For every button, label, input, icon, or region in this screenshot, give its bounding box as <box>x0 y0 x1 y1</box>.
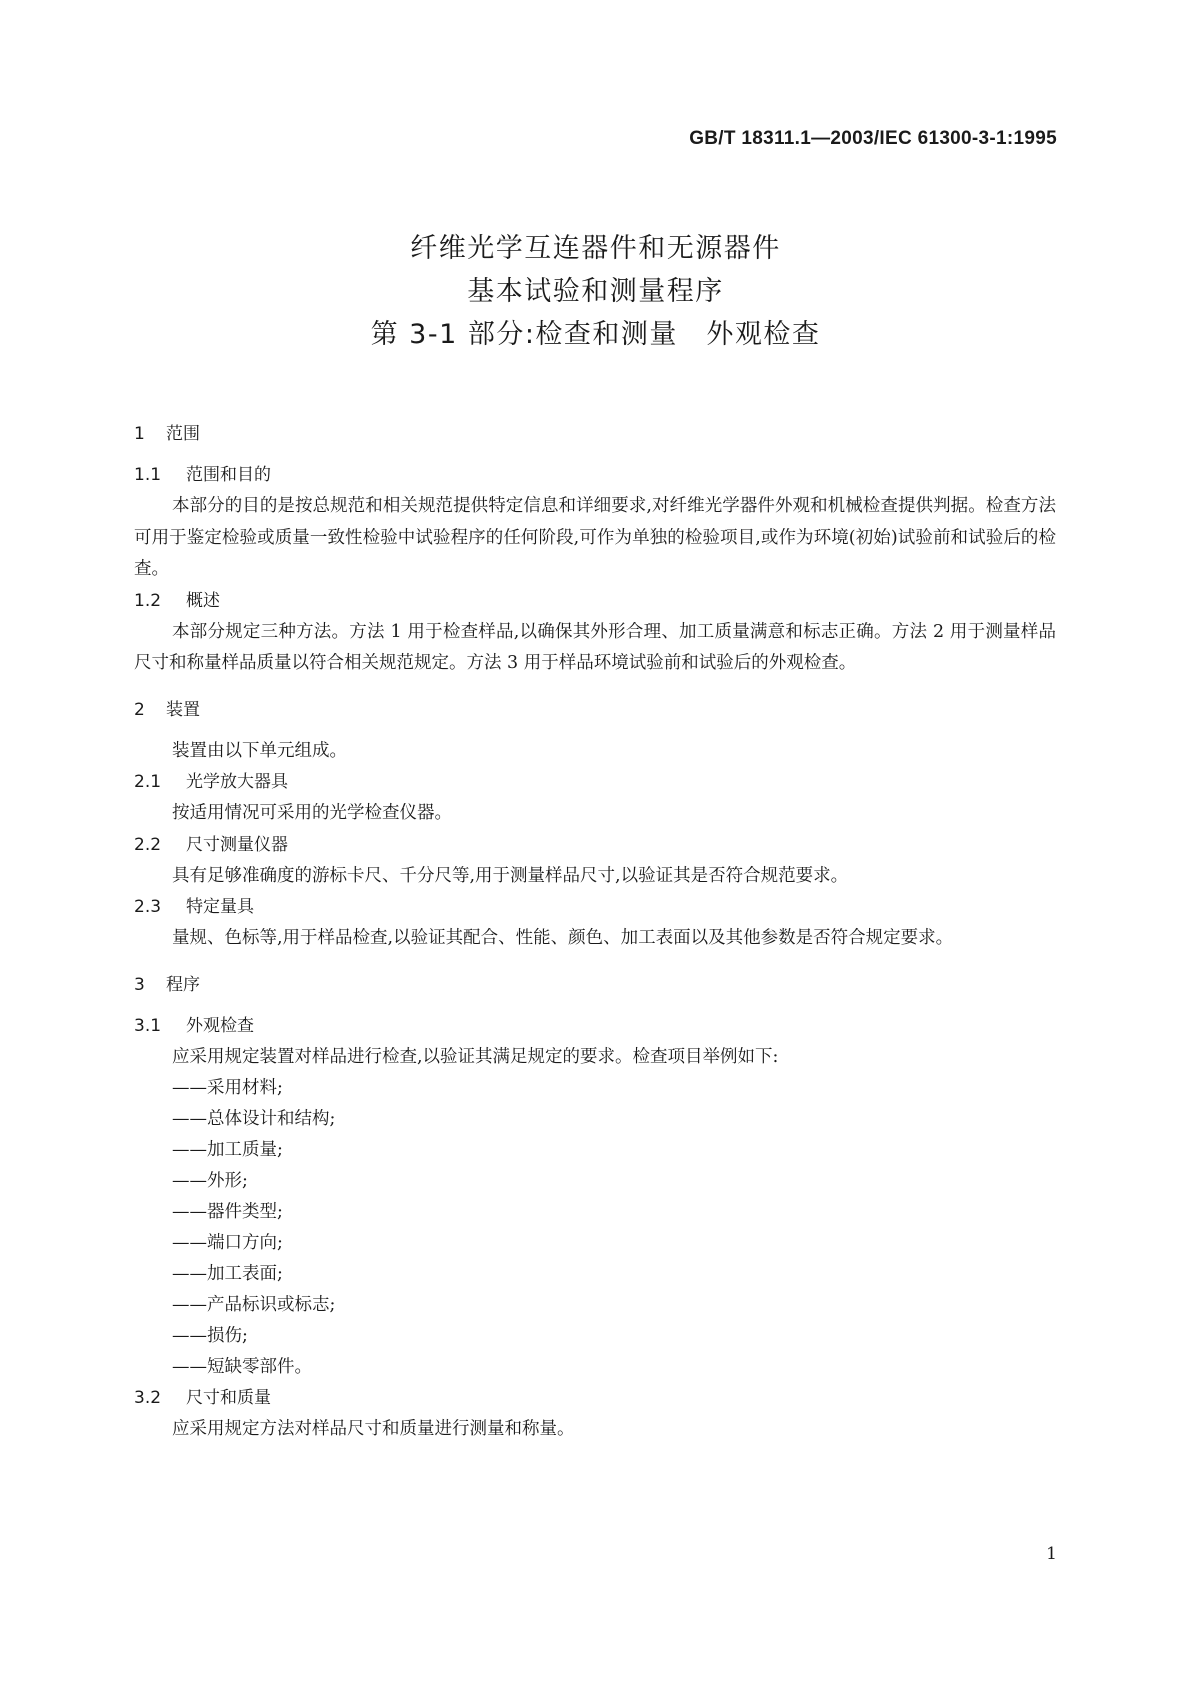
list-item: ——损伤; <box>172 1326 248 1346</box>
section-number: 1.2 <box>134 590 162 611</box>
list-item: ——加工表面; <box>172 1264 283 1284</box>
section-title: 光学放大器具 <box>186 772 288 792</box>
inspection-items-list <box>134 1073 1056 1383</box>
section-2-3-text: 量规、色标等,用于样品检查,以验证其配合、性能、颜色、加工表面以及其他参数是否符合规定要求。 <box>172 928 954 948</box>
list-item: ——端口方向; <box>172 1233 283 1253</box>
list-item: ——器件类型; <box>172 1202 283 1222</box>
list-item: ——采用材料; <box>172 1078 283 1098</box>
section-1-1-text: 本部分的目的是按总规范和相关规范提供特定信息和详细要求,对纤维光学器件外观和机械检查提供判据。检查方法可用于鉴定检验或质量一致性检验中试验程序的任何阶段,可作为单独的检验项目,或作为环境(初始)试验前和试验后的检查。 <box>134 496 1056 579</box>
section-2-2-text: 具有足够准确度的游标卡尺、千分尺等,用于测量样品尺寸,以验证其是否符合规范要求。 <box>172 865 849 886</box>
section-title: 范围 <box>166 424 200 444</box>
document-body <box>134 418 1056 1446</box>
list-item: ——产品标识或标志; <box>172 1295 336 1315</box>
section-3-1-heading <box>134 1011 1056 1042</box>
section-title: 概述 <box>186 590 220 611</box>
section-number: 2.3 <box>134 897 162 917</box>
section-number: 2 <box>134 699 145 720</box>
document-title <box>0 227 1191 356</box>
title-line-3: 第 3-1 部分:检查和测量 外观检查 <box>370 319 821 350</box>
title-line-1: 纤维光学互连器件和无源器件 <box>410 233 781 264</box>
section-1-2-heading <box>134 586 1056 617</box>
list-item: ——加工质量; <box>172 1140 283 1160</box>
section-1-1-heading <box>134 460 1056 491</box>
section-number: 1.1 <box>134 465 162 485</box>
page-number: 1 <box>1046 1544 1057 1564</box>
list-item: ——外形; <box>172 1171 248 1191</box>
section-number: 1 <box>134 424 145 444</box>
section-title: 外观检查 <box>186 1015 254 1036</box>
section-1-2-text: 本部分规定三种方法。方法 1 用于检查样品,以确保其外形合理、加工质量满意和标志正确。方法 2 用于测量样品尺寸和称量样品质量以符合相关规范规定。方法 3 用于样品环境试验前和试验后的外观检查。 <box>134 621 1057 673</box>
section-2-3-heading <box>134 892 1056 923</box>
section-2-1-text: 按适用情况可采用的光学检查仪器。 <box>172 803 452 823</box>
section-title: 范围和目的 <box>186 465 271 485</box>
section-3-1-text: 应采用规定装置对样品进行检查,以验证其满足规定的要求。检查项目举例如下: <box>172 1046 779 1067</box>
section-number: 2.2 <box>134 834 162 855</box>
section-title: 程序 <box>166 974 200 995</box>
section-2-2-heading <box>134 830 1056 861</box>
section-1-heading <box>134 418 1056 450</box>
section-2-intro: 装置由以下单元组成。 <box>172 740 347 761</box>
section-number: 3.2 <box>134 1388 162 1408</box>
section-title: 装置 <box>166 699 200 720</box>
section-title: 特定量具 <box>186 897 254 917</box>
section-title: 尺寸测量仪器 <box>186 834 288 855</box>
section-2-heading <box>134 694 1056 726</box>
section-title: 尺寸和质量 <box>186 1388 271 1408</box>
section-3-2-text: 应采用规定方法对样品尺寸和质量进行测量和称量。 <box>172 1419 575 1439</box>
section-2-1-heading <box>134 767 1056 798</box>
section-3-heading <box>134 969 1056 1001</box>
section-3-2-heading <box>134 1383 1056 1414</box>
section-number: 3 <box>134 974 145 995</box>
document-code: GB/T 18311.1—2003/IEC 61300-3-1:1995 <box>689 128 1057 149</box>
section-number: 2.1 <box>134 772 162 792</box>
list-item: ——短缺零部件。 <box>172 1357 312 1377</box>
list-item: ——总体设计和结构; <box>172 1109 336 1129</box>
section-number: 3.1 <box>134 1015 162 1036</box>
title-line-2: 基本试验和测量程序 <box>467 276 724 307</box>
